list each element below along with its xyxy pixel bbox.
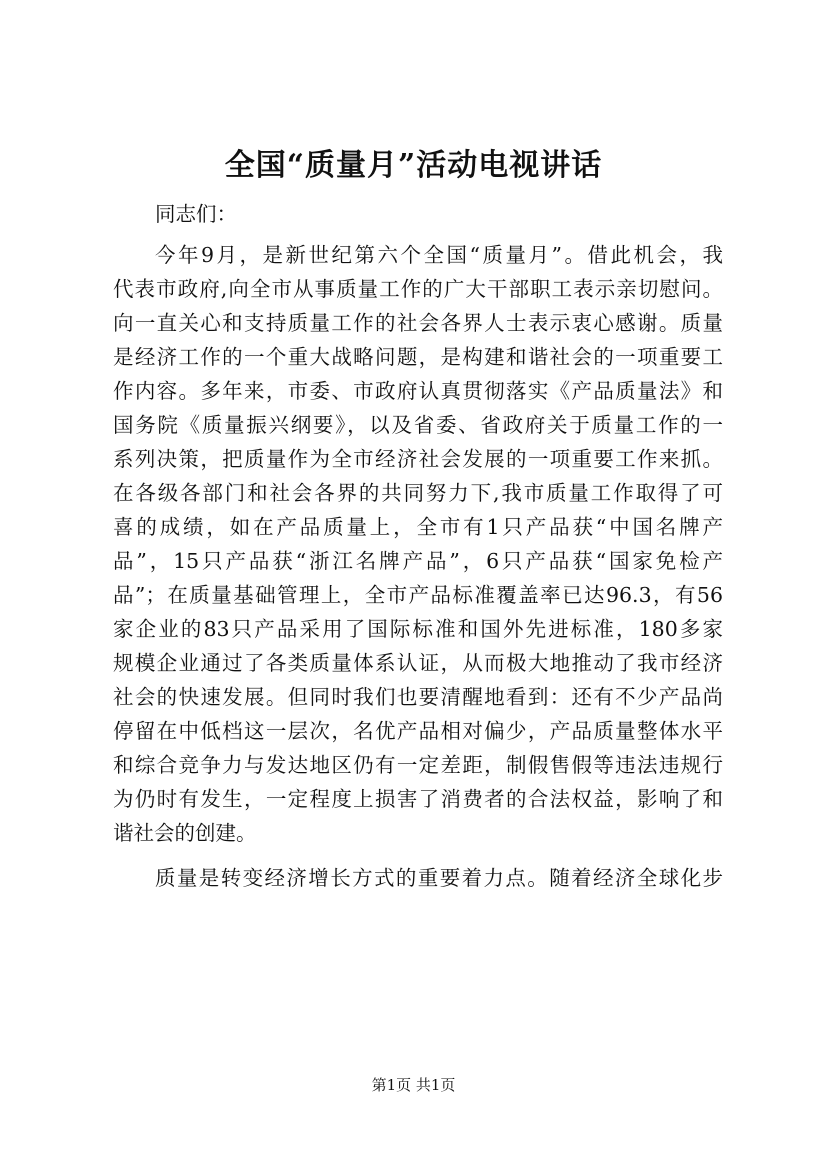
paragraph-line: 和综合竞争力与发达地区仍有一定差距，制假售假等违法违规行 <box>113 753 723 777</box>
paragraph-line: 规模企业通过了各类质量体系认证，从而极大地推动了我市经济 <box>113 651 723 675</box>
paragraph-line: 停留在中低档这一层次，名优产品相对偏少，产品质量整体水平 <box>113 719 723 743</box>
paragraph-line: 国务院《质量振兴纲要》，以及省委、省政府关于质量工作的一 <box>113 413 723 437</box>
paragraph-line: 家企业的83只产品采用了国际标准和国外先进标准，180多家 <box>113 617 723 641</box>
paragraph-line: 喜的成绩，如在产品质量上，全市有1只产品获“中国名牌产 <box>113 515 723 539</box>
paragraph-line: 系列决策，把质量作为全市经济社会发展的一项重要工作来抓。 <box>113 447 723 471</box>
paragraph-line: 质量是转变经济增长方式的重要着力点。随着经济全球化步 <box>155 866 723 890</box>
paragraph-line: 向一直关心和支持质量工作的社会各界人士表示衷心感谢。质量 <box>113 311 723 335</box>
paragraph-line: 社会的快速发展。但同时我们也要清醒地看到：还有不少产品尚 <box>113 685 723 709</box>
paragraph-line: 是经济工作的一个重大战略问题，是构建和谐社会的一项重要工 <box>113 345 723 369</box>
paragraph-line: 在各级各部门和社会各界的共同努力下,我市质量工作取得了可 <box>113 481 723 505</box>
salutation: 同志们： <box>155 202 237 226</box>
page-footer: 第1页 共1页 <box>371 1076 456 1094</box>
paragraph-line: 作内容。多年来，市委、市政府认真贯彻落实《产品质量法》和 <box>113 379 723 403</box>
paragraph-line: 品”；在质量基础管理上，全市产品标准覆盖率已达96.3，有56 <box>113 583 723 607</box>
document-title: 全国“质量月”活动电视讲话 <box>224 148 603 183</box>
paragraph-line: 今年9月，是新世纪第六个全国“质量月”。借此机会，我 <box>155 243 723 267</box>
paragraph-line: 代表市政府,向全市从事质量工作的广大干部职工表示亲切慰问。 <box>113 277 723 301</box>
paragraph-line: 品”，15只产品获“浙江名牌产品”，6只产品获“国家免检产 <box>113 549 723 573</box>
paragraph-line: 为仍时有发生，一定程度上损害了消费者的合法权益，影响了和 <box>113 787 723 811</box>
paragraph-line: 谐社会的创建。 <box>113 821 257 845</box>
